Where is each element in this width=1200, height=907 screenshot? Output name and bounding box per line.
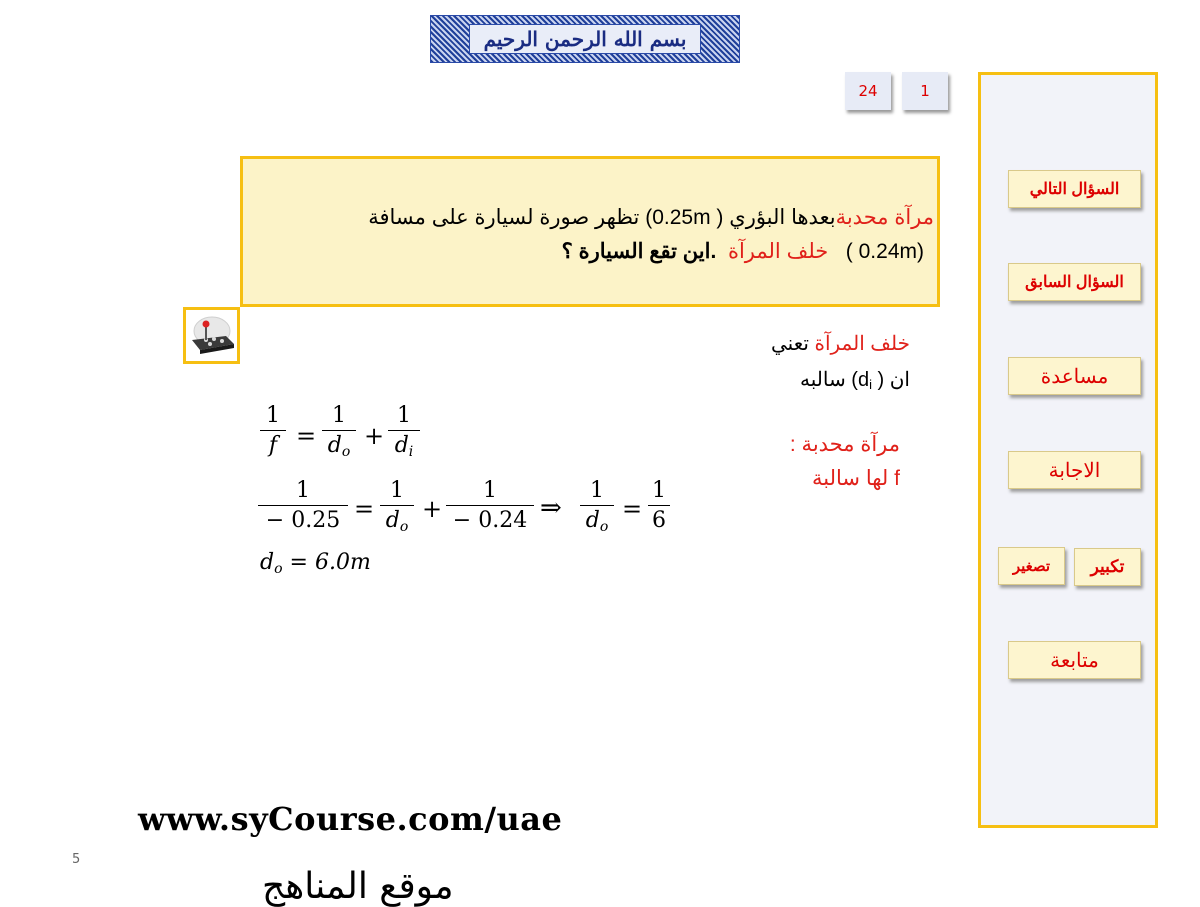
numerator: 1	[266, 403, 280, 428]
help-button[interactable]: مساعدة	[1008, 357, 1141, 395]
sub-o: o	[274, 561, 283, 577]
frac-1-over-neg024	[446, 478, 534, 533]
basmala-text: بسم الله الرحمن الرحيم	[469, 24, 702, 54]
question-distance: (0.24m )	[845, 240, 924, 263]
frac-1-over-6	[648, 478, 670, 533]
d-symbol: d	[385, 508, 400, 533]
hint-convex-line-2: f لها سالبة	[812, 467, 900, 490]
website-url: www.syCourse.com/uae	[138, 800, 563, 838]
frac-1-over-f	[260, 403, 286, 458]
sub-o: o	[599, 519, 609, 535]
d-symbol: d	[327, 433, 342, 458]
denominator	[380, 506, 414, 535]
previous-question-button[interactable]: السؤال السابق	[1008, 263, 1141, 301]
d-symbol: d	[585, 508, 600, 533]
current-question-counter: 1	[902, 72, 948, 110]
denominator	[388, 431, 420, 460]
slide-number: 5	[72, 852, 81, 867]
d-symbol: d	[394, 433, 409, 458]
d-symbol: d	[260, 550, 275, 575]
equals-sign: =	[622, 495, 643, 523]
hint-di-close: ) سالبه	[800, 369, 858, 391]
equals-sign: =	[296, 422, 317, 450]
question-ask: .اين تقع السيارة ؟	[561, 240, 717, 263]
numerator: 1	[397, 403, 411, 428]
hint-di-sub: i	[869, 377, 872, 392]
implies-arrow: ⇒	[540, 493, 562, 523]
plus-sign: +	[364, 422, 385, 450]
hint-convex-line-1: مرآة محدبة :	[789, 433, 900, 456]
sub-o: o	[341, 444, 351, 460]
solution-equations	[0, 0, 760, 600]
numerator: 1	[332, 403, 346, 428]
site-name: موقع المناهج	[262, 866, 454, 907]
zoom-out-button[interactable]: تصغير	[998, 547, 1065, 585]
question-mirror-type: مرآة محدبة	[835, 206, 934, 229]
hint-means: تعني	[770, 333, 815, 355]
denominator	[322, 431, 356, 460]
numerator: 1	[390, 478, 404, 503]
frac-1-over-neg025	[258, 478, 348, 533]
numerator: 1	[652, 478, 666, 503]
numerator: 1	[590, 478, 604, 503]
total-questions-counter: 24	[845, 72, 891, 110]
continue-button[interactable]: متابعة	[1008, 641, 1141, 679]
result-value: = 6.0m	[289, 550, 371, 575]
denominator: − 0.25	[265, 508, 341, 533]
next-question-button[interactable]: السؤال التالي	[1008, 170, 1141, 208]
numerator: 1	[483, 478, 497, 503]
zoom-in-button[interactable]: تكبير	[1074, 548, 1141, 586]
frac-1-over-do	[322, 403, 356, 460]
sub-o: o	[399, 519, 409, 535]
hint-behind-mirror-label: خلف المرآة	[814, 333, 910, 355]
frac-1-over-di	[388, 403, 420, 460]
sub-i: i	[408, 444, 414, 460]
hint-di-open: ان ( d	[857, 369, 910, 391]
denominator: f	[268, 433, 278, 458]
numerator: 1	[296, 478, 310, 503]
question-line-1-rest: بعدها البؤري ( 0.25m) تظهر صورة لسيارة على مسافة	[368, 206, 836, 229]
answer-button[interactable]: الاجابة	[1008, 451, 1141, 489]
denominator	[580, 506, 614, 535]
question-behind-mirror: خلف المرآة	[727, 240, 829, 263]
result-equation	[260, 550, 371, 577]
plus-sign: +	[422, 495, 443, 523]
frac-1-over-do	[380, 478, 414, 535]
denominator: − 0.24	[452, 508, 528, 533]
equals-sign: =	[354, 495, 375, 523]
frac-1-over-do-result	[580, 478, 614, 535]
denominator: 6	[652, 508, 666, 533]
navigation-sidebar	[978, 72, 1158, 828]
